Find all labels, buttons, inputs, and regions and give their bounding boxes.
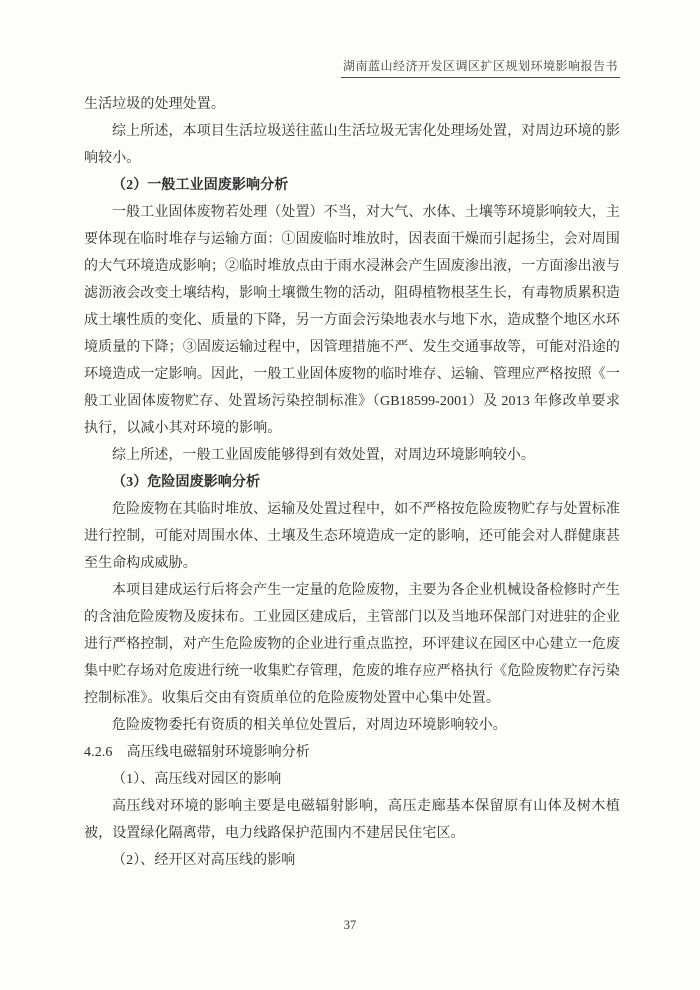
heading-park-impact-on-powerline: （2）、经开区对高压线的影响	[112, 853, 296, 868]
page-footer	[0, 916, 700, 934]
paragraph-continuation: 生活垃圾的处理处置。	[84, 97, 225, 112]
paragraph-hazardous-waste-management: 本项目建成运行后将会产生一定量的危险废物，主要为各企业机械设备检修时产生的含油危险废物及废抹布。工业园区建成后，主管部门以及当地环保部门对进驻的企业进行严格控制，对产生危险废物的企业进行重点监控，环评建议在园区中心建立一危废集中贮存场对危废进行统一收集贮存管理，危废的堆存应严格执行《危险废物贮存污染控制标准》。收集后交由有资质单位的危险废物处置中心集中处置。	[84, 583, 620, 706]
paragraph-summary-hazardous-waste: 危险废物委托有资质的相关单位处置后，对周边环境影响较小。	[112, 718, 507, 733]
paragraph-powerline-emi-impact: 高压线对环境的影响主要是电磁辐射影响，高压走廊基本保留原有山体及树木植被，设置绿化隔离带，电力线路保护范围内不建居民住宅区。	[84, 799, 620, 841]
heading-general-industrial-solid-waste: （2）一般工业固废影响分析	[112, 178, 289, 193]
report-title: 湖南蓝山经济开发区调区扩区规划环境影响报告书	[341, 57, 620, 78]
paragraph-summary-general-industrial-waste: 综上所述，一般工业固废能够得到有效处置，对周边环境影响较小。	[112, 448, 535, 463]
document-body	[84, 91, 620, 874]
paragraph-summary-domestic-waste: 综上所述，本项目生活垃圾送往蓝山生活垃圾无害化处理场处置，对周边环境的影响较小。	[84, 124, 620, 166]
page-number: 37	[343, 918, 357, 932]
paragraph-general-industrial-solid-waste-analysis: 一般工业固体废物若处理（处置）不当，对大气、水体、土壤等环境影响较大，主要体现在临时堆存与运输方面：①固废临时堆放时，因表面干燥而引起扬尘，会对周围的大气环境造成影响；②临时堆放点由于雨水浸淋会产生固废渗出液，一方面渗出液与滤沥液会改变土壤结构，影响土壤微生物的活动，阻碍植物根茎生长，有毒物质累积造成土壤性质的变化、质量的下降，另一方面会污染地表水与地下水，造成整个地区水环境质量的下降；③固废运输过程中，因管理措施不严、发生交通事故等，可能对沿途的环境造成一定影响。因此，一般工业固体废物的临时堆存、运输、管理应严格按照《一般工业固体废物贮存、处置场污染控制标准》（GB18599-2001）及 2013 年修改单要求执行，以减小其对环境的影响。	[84, 205, 620, 436]
paragraph-hazardous-waste-risks: 危险废物在其临时堆放、运输及处置过程中，如不严格按危险废物贮存与处置标准进行控制，可能对周围水体、土壤及生态环境造成一定的影响，还可能会对人群健康甚至生命构成威胁。	[84, 502, 620, 571]
heading-section-4-2-6: 4.2.6 高压线电磁辐射环境影响分析	[84, 745, 310, 760]
heading-hazardous-solid-waste: （3）危险固废影响分析	[112, 475, 261, 490]
heading-powerline-impact-on-park: （1）、高压线对园区的影响	[112, 772, 282, 787]
page-header	[82, 57, 620, 78]
